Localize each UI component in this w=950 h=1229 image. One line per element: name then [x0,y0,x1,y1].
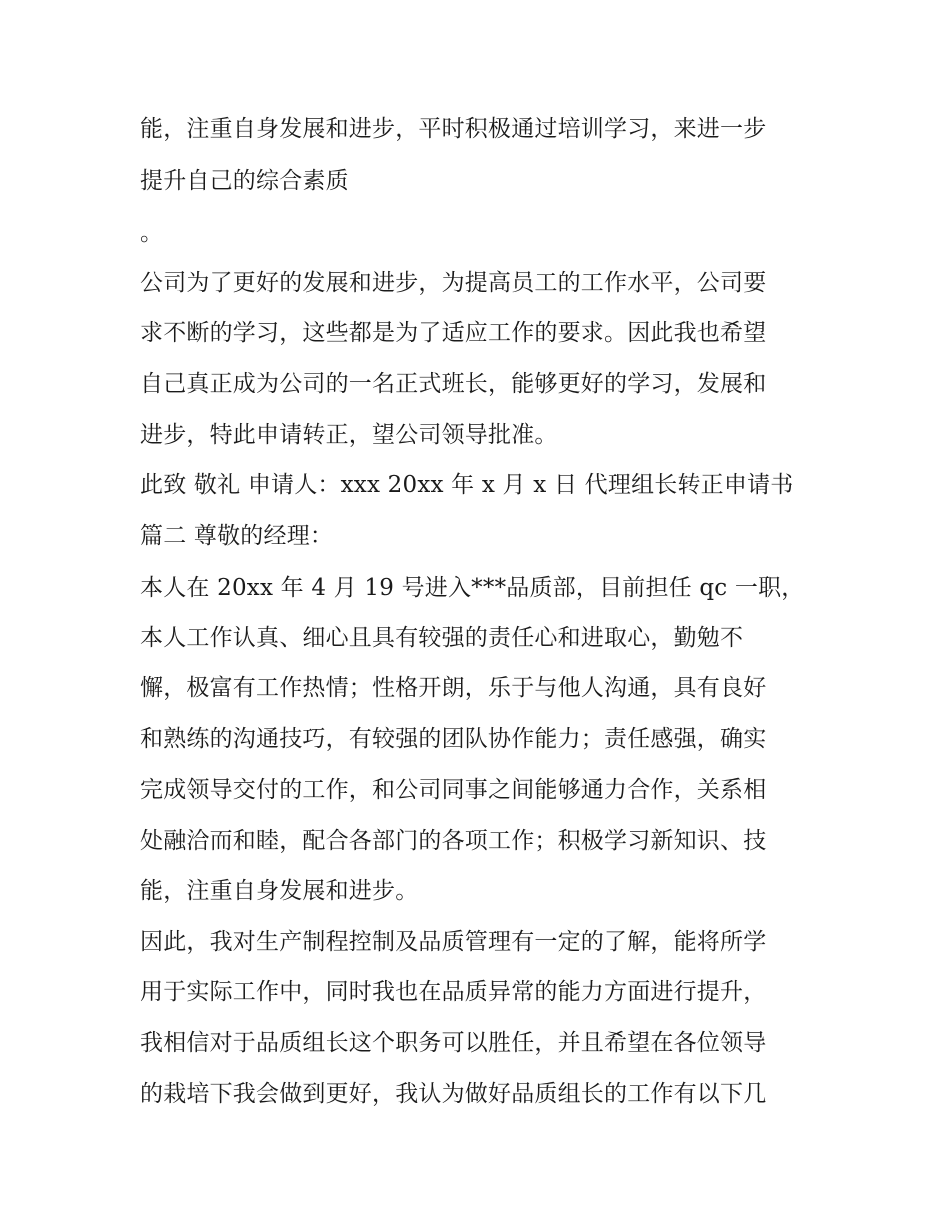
text-line: 自己真正成为公司的一名正式班长，能够更好的学习，发展和 [140,371,767,397]
text-line: 篇二 尊敬的经理： [140,523,334,549]
text-line: 公司为了更好的发展和进步，为提高员工的工作水平，公司要 [140,270,767,296]
text-line: 。 [140,220,164,246]
text-line: 提升自己的综合素质 [140,168,349,194]
text-line: 因此，我对生产制程控制及品质管理有一定的了解，能将所学 [140,929,767,955]
text-line: 能，注重自身发展和进步，平时积极通过培训学习，来进一步 [140,116,767,142]
text-line: 本人工作认真、细心且具有较强的责任心和进取心，勤勉不 [140,625,744,651]
text-line: 的栽培下我会做到更好，我认为做好品质组长的工作有以下几 [140,1081,767,1107]
text-line: 完成领导交付的工作，和公司同事之间能够通力合作，关系相 [140,777,767,803]
text-line: 能，注重自身发展和进步。 [140,878,419,904]
text-line: 求不断的学习，这些都是为了适应工作的要求。因此我也希望 [140,320,767,346]
text-line: 此致 敬礼 申请人：xxx 20xx 年 x 月 x 日 代理组长转正申请书 [140,472,794,498]
text-line: 和熟练的沟通技巧，有较强的团队协作能力；责任感强，确实 [140,726,767,752]
text-line: 懈，极富有工作热情；性格开朗，乐于与他人沟通，具有良好 [140,675,767,701]
text-line: 处融洽而和睦，配合各部门的各项工作；积极学习新知识、技 [140,828,767,854]
text-line: 用于实际工作中，同时我也在品质异常的能力方面进行提升， [140,979,767,1005]
text-line: 进步，特此申请转正，望公司领导批准。 [140,422,558,448]
text-line: 我相信对于品质组长这个职务可以胜任，并且希望在各位领导 [140,1030,767,1056]
text-line: 本人在 20xx 年 4 月 19 号进入***品质部，目前担任 qc 一职， [140,575,805,601]
